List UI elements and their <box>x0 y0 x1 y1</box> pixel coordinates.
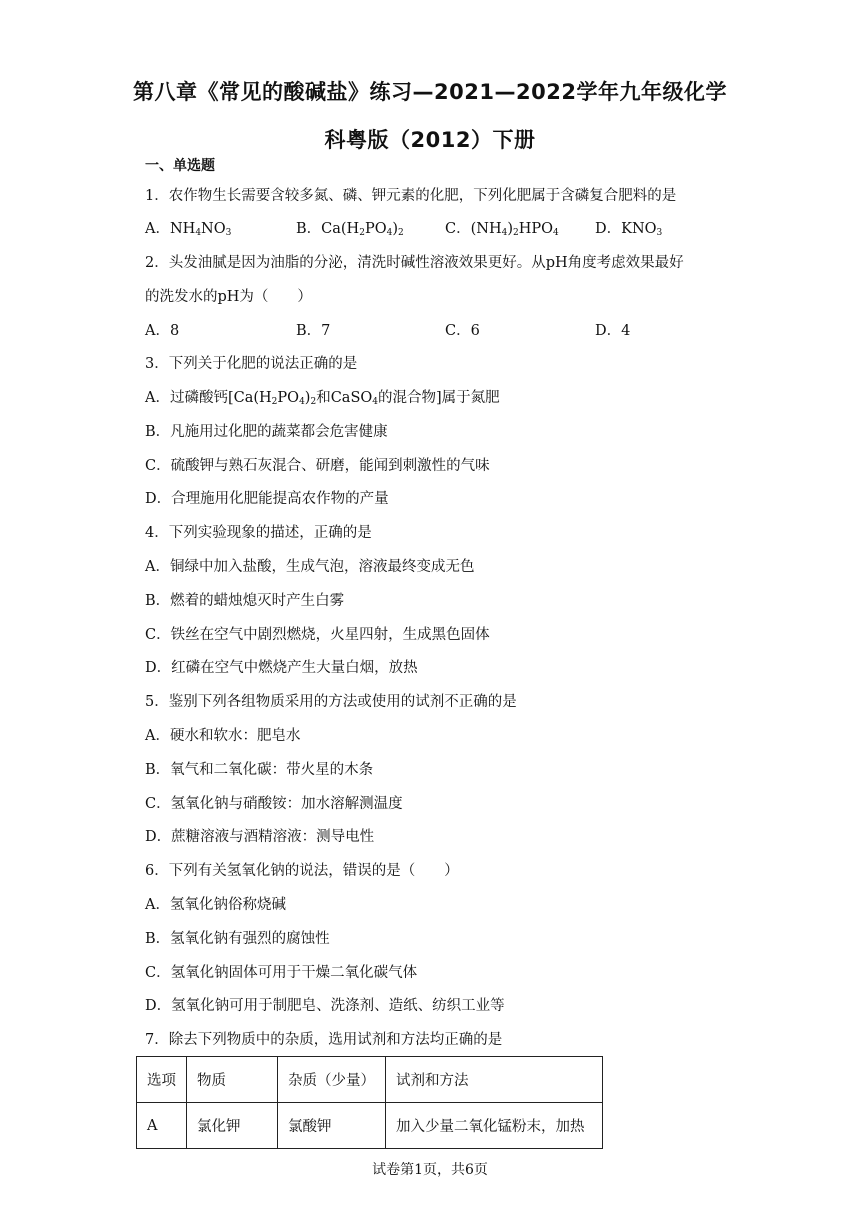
question-6-option-a: A．氢氧化钠俗称烧碱 <box>145 897 286 913</box>
question-2-stem-cont: 的洗发水的pH为（ ） <box>145 289 312 305</box>
question-2-option-d: D．4 <box>595 323 631 339</box>
question-1-option-c: C．$(NH_4)_2HPO_4$ <box>445 221 559 238</box>
question-3-option-d: D．合理施用化肥能提高农作物的产量 <box>145 491 389 507</box>
question-5-option-c: C．氢氧化钠与硝酸铵：加水溶解测温度 <box>145 796 403 812</box>
question-7-stem: 7．除去下列物质中的杂质，选用试剂和方法均正确的是 <box>145 1032 503 1048</box>
table-row <box>137 1103 603 1149</box>
page-footer: 试卷第1页，共6页 <box>372 1162 488 1178</box>
section-heading: 一、单选题 <box>145 158 215 174</box>
question-1-option-b: B．$Ca(H_2PO_4)_2$ <box>296 221 404 238</box>
question-3-stem: 3．下列关于化肥的说法正确的是 <box>145 356 358 372</box>
question-2-option-b: B．7 <box>296 323 331 339</box>
document-title-line2: 科粤版（2012）下册 <box>324 128 536 152</box>
question-2-option-a: A．8 <box>145 323 180 339</box>
question-5-stem: 5．鉴别下列各组物质采用的方法或使用的试剂不正确的是 <box>145 694 517 710</box>
question-1-stem: 1．农作物生长需要含较多氮、磷、钾元素的化肥，下列化肥属于含磷复合肥料的是 <box>145 188 677 204</box>
question-6-option-b: B．氢氧化钠有强烈的腐蚀性 <box>145 931 330 947</box>
question-2-option-c: C．6 <box>445 323 480 339</box>
table-cell: 加入少量二氧化锰粉末，加热 <box>386 1103 603 1149</box>
question-5-option-a: A．硬水和软水：肥皂水 <box>145 728 301 744</box>
question-7-table <box>136 1056 603 1149</box>
table-cell: 氯化钾 <box>187 1103 278 1149</box>
question-1-option-d: D．$KNO_3$ <box>595 221 663 238</box>
document-title-line1: 第八章《常见的酸碱盐》练习—2021—2022学年九年级化学 <box>133 80 727 104</box>
question-5-option-d: D．蔗糖溶液与酒精溶液：测导电性 <box>145 829 375 845</box>
table-cell: 氯酸钾 <box>278 1103 386 1149</box>
question-3-option-b: B．凡施用过化肥的蔬菜都会危害健康 <box>145 424 388 440</box>
table-header-cell: 杂质（少量） <box>278 1057 386 1103</box>
table-cell: A <box>137 1103 187 1149</box>
question-2-stem: 2．头发油腻是因为油脂的分泌，清洗时碱性溶液效果更好。从pH角度考虑效果最好 <box>145 255 684 271</box>
table-header-cell: 物质 <box>187 1057 278 1103</box>
question-6-option-c: C．氢氧化钠固体可用于干燥二氧化碳气体 <box>145 965 418 981</box>
question-3-option-a: A．过磷酸钙[$Ca(H_2PO_4)_2$和CaSO$_4$的混合物]属于氮肥 <box>145 390 500 407</box>
question-3-option-c: C．硫酸钾与熟石灰混合、研磨，能闻到刺激性的气味 <box>145 458 490 474</box>
table-header-cell: 试剂和方法 <box>386 1057 603 1103</box>
question-4-stem: 4．下列实验现象的描述，正确的是 <box>145 525 372 541</box>
table-header-cell: 选项 <box>137 1057 187 1103</box>
question-4-option-a: A．铜绿中加入盐酸，生成气泡，溶液最终变成无色 <box>145 559 475 575</box>
question-4-option-c: C．铁丝在空气中剧烈燃烧，火星四射，生成黑色固体 <box>145 627 490 643</box>
question-5-option-b: B．氧气和二氧化碳：带火星的木条 <box>145 762 374 778</box>
question-4-option-d: D．红磷在空气中燃烧产生大量白烟，放热 <box>145 660 418 676</box>
question-4-option-b: B．燃着的蜡烛熄灭时产生白雾 <box>145 593 345 609</box>
question-1-option-a: A．$NH_4NO_3$ <box>145 221 232 238</box>
question-6-option-d: D．氢氧化钠可用于制肥皂、洗涤剂、造纸、纺织工业等 <box>145 998 505 1014</box>
table-header-row <box>137 1057 603 1103</box>
question-6-stem: 6．下列有关氢氧化钠的说法，错误的是（ ） <box>145 863 459 879</box>
